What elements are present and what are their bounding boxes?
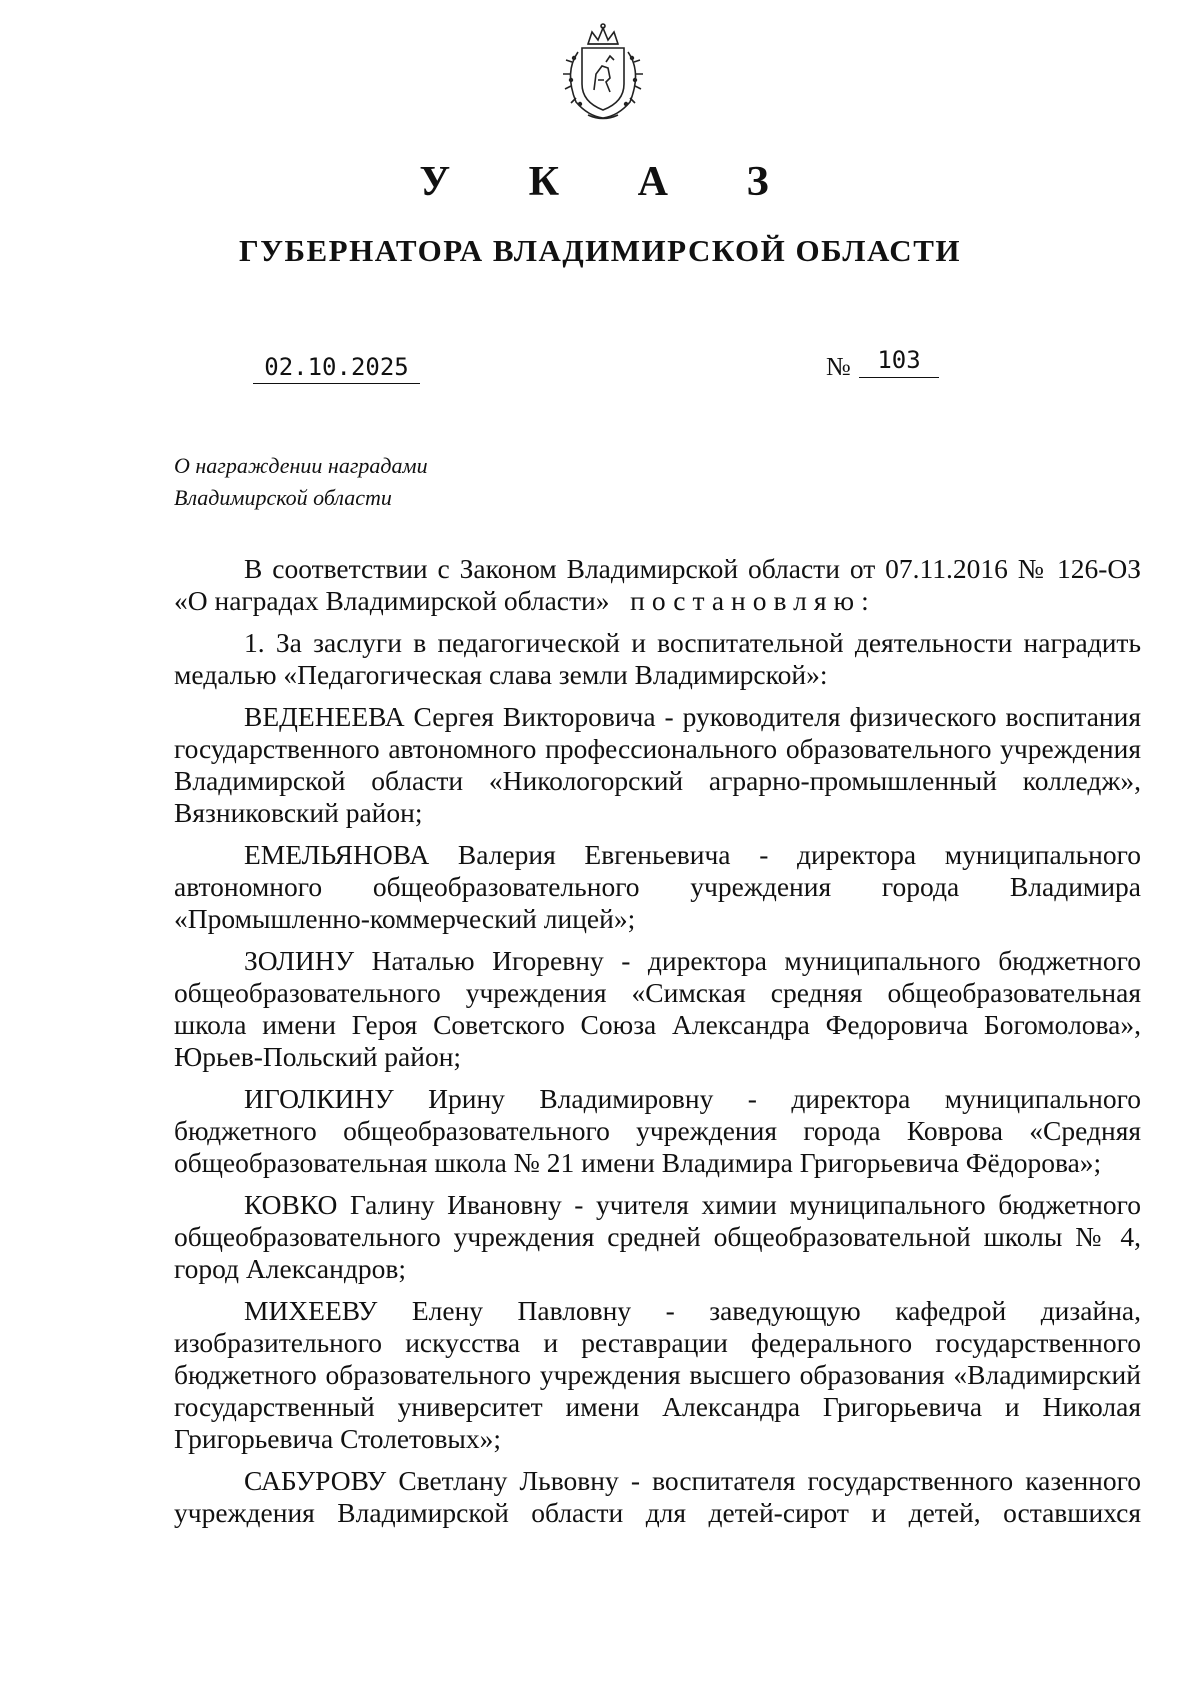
awardee-name: ЕМЕЛЬЯНОВА <box>244 839 430 870</box>
decree-topic-line: О награждении наградами <box>174 453 428 478</box>
awardee-details: Наталью Игоревну - директора муниципального бюджетного общеобразовательного учреждения «Симская средняя общеобразовательная школа имени Героя Советского Союза Александра Федоровича Богомолова», Юрьев-Польский район; <box>174 945 1141 1072</box>
awardee-details: Валерия Евгеньевича - директора муниципального автономного общеобразовательного учреждения города Владимира «Промышленно-коммерческий лицей»; <box>174 839 1141 934</box>
awardee-details: Светлану Львовну - воспитателя государственного казенного учреждения Владимирской области для детей-сирот и детей, оставшихся <box>174 1465 1141 1528</box>
awardee-name: САБУРОВУ <box>244 1465 387 1496</box>
awardee-paragraph <box>174 1465 1141 1529</box>
awardee-name: ИГОЛКИНУ <box>244 1083 394 1114</box>
decree-number-label: № <box>826 352 851 381</box>
decree-topic <box>174 450 428 514</box>
awardee-paragraph <box>174 701 1141 829</box>
awardee-details: Сергея Викторовича - руководителя физического воспитания государственного автономного профессионального образовательного учреждения Владимирской области «Никологорский аграрно-промышленный колледж», Вязниковский район; <box>174 701 1141 828</box>
awardee-name: ВЕДЕНЕЕВА <box>244 701 405 732</box>
item-paragraph: 1. За заслуги в педагогической и воспитательной деятельности наградить медалью «Педагогическая слава земли Владимирской»: <box>174 627 1141 690</box>
decree-topic-line: Владимирской области <box>174 485 392 510</box>
preamble-text: В соответствии с Законом Владимирской области от 07.11.2016 № 126-ОЗ «О наградах Владимирской области» <box>174 553 1141 616</box>
decree-word: постановляю: <box>630 585 876 616</box>
awardee-details: Елену Павловну - заведующую кафедрой дизайна, изобразительного искусства и реставрации федерального государственного бюджетного образовательного учреждения высшего образования «Владимирский государственный университет имени Александра Григорьевича и Николая Григорьевича Столетовых»; <box>174 1295 1141 1454</box>
awardee-paragraph <box>174 945 1141 1073</box>
awardee-name: МИХЕЕВУ <box>244 1295 378 1326</box>
decree-title: У К А З <box>419 159 803 205</box>
awardee-details: Ирину Владимировну - директора муниципального бюджетного общеобразовательного учреждения города Коврова «Средняя общеобразовательная школа № 21 имени Владимира Григорьевича Фёдорова»; <box>174 1083 1141 1178</box>
awardee-paragraph <box>174 1189 1141 1285</box>
decree-number: 103 <box>859 343 939 378</box>
decree-subtitle: ГУБЕРНАТОРА ВЛАДИМИРСКОЙ ОБЛАСТИ <box>239 233 961 268</box>
decree-body <box>174 553 1141 1539</box>
awardee-paragraph <box>174 1295 1141 1455</box>
awardee-details: Галину Ивановну - учителя химии муниципального бюджетного общеобразовательного учреждения средней общеобразовательной школы № 4, город Александров; <box>174 1189 1141 1284</box>
decree-date: 02.10.2025 <box>253 351 420 384</box>
preamble-paragraph <box>174 553 1141 617</box>
coat-of-arms-icon <box>544 22 662 122</box>
awardee-paragraph <box>174 839 1141 935</box>
awardee-paragraph <box>174 1083 1141 1179</box>
awardee-name: КОВКО <box>244 1189 338 1220</box>
awardee-name: ЗОЛИНУ <box>244 945 355 976</box>
